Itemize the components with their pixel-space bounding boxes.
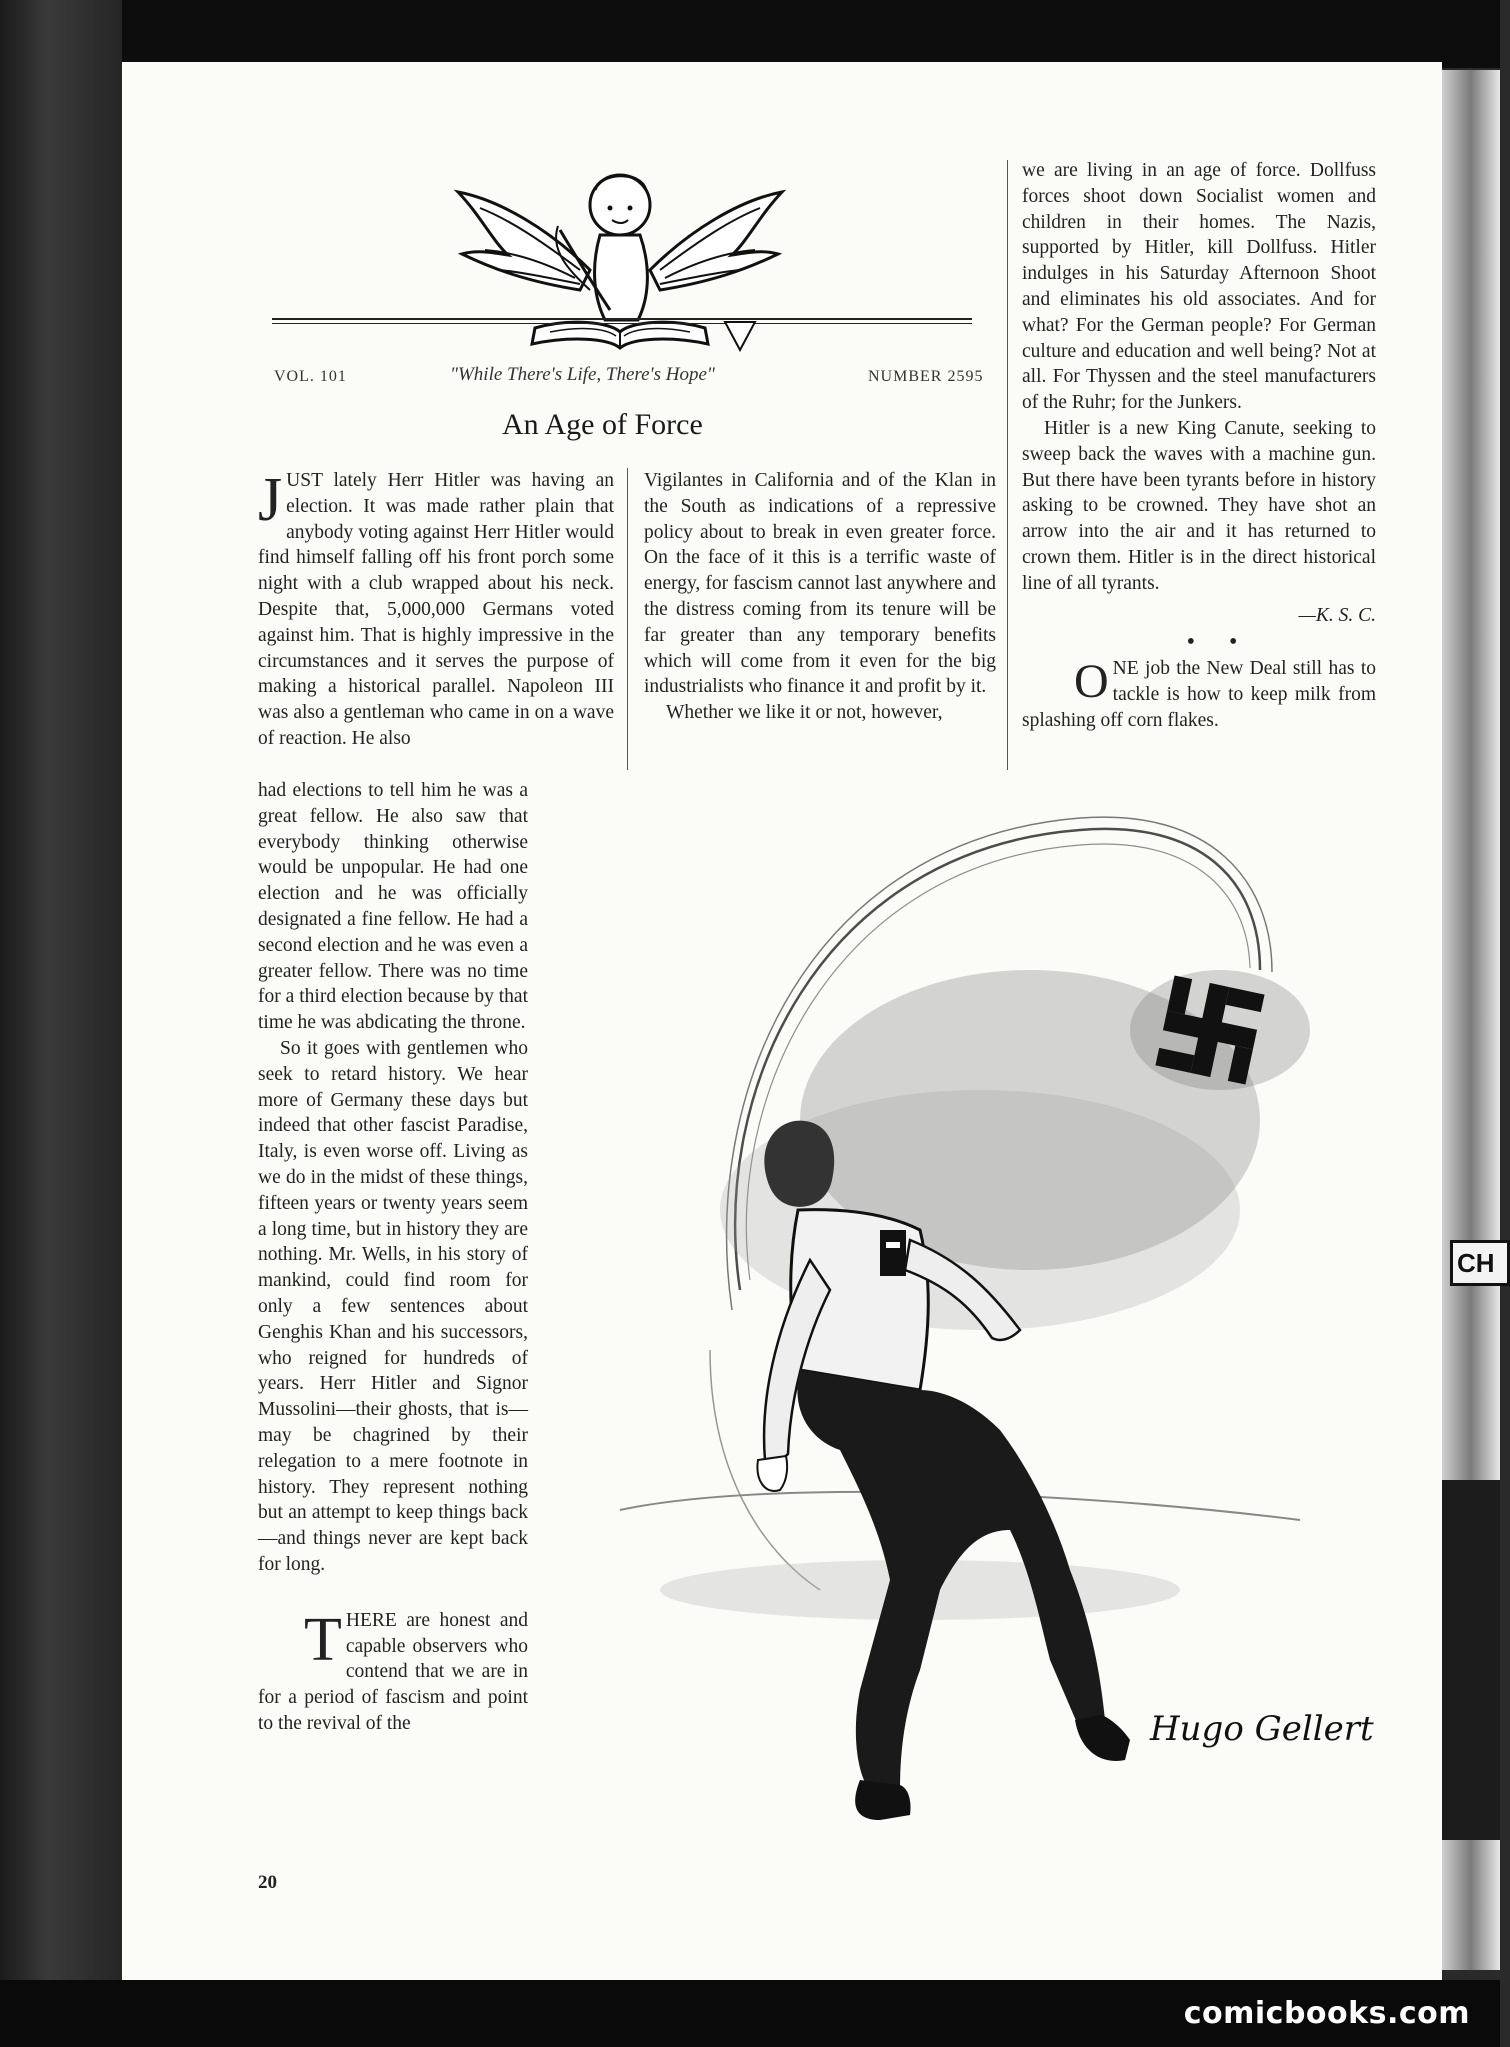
col2-paragraph-2: Whether we like it or not, however,	[666, 702, 943, 724]
masthead-motto: "While There's Life, There's Hope"	[450, 364, 715, 385]
column-3	[1022, 158, 1376, 734]
narrow-column	[258, 778, 528, 1737]
drop-cap-t: T	[304, 1605, 342, 1674]
swastika-symbol	[1155, 975, 1264, 1084]
page-number: 20	[258, 1872, 277, 1893]
col2-paragraph-1: Vigilantes in California and of the Klan in the South as indications of a repressive policy about to break in even greater force. On the face of it this is a terrific waste of energy, for fascism cannot last anywhere and the distress coming from its tenure will be far greater than any temporary benefits which will come from it even for the big industrialists who finance it and profit by it.	[644, 470, 996, 698]
masthead-rule	[272, 318, 972, 324]
scan-top-border	[0, 0, 1500, 68]
section-separator: • •	[1186, 629, 1252, 656]
volume-label: VOL. 101	[274, 368, 347, 385]
col3-paragraph-1: we are living in an age of force. Dollfuss forces shoot down Socialist women and children in their homes. The Nazis, supported by Hitler, kill Dollfuss. Hitler indulges in his Saturday Afternoon Shoot and eliminates his old associates. And for what? For the German people? For German culture and education and well being? Not at all. For Thyssen and the steel manufacturers of the Ruhr; for the Junkers.	[1022, 160, 1376, 414]
narrow-paragraph-3: HERE are honest and capable observers who contend that we are in for a period of fascism and point to the revival of the	[258, 1609, 528, 1734]
column-2	[644, 468, 996, 726]
column-rule-2	[1007, 160, 1008, 770]
col3-paragraph-3: NE job the New Deal still has to tackle is how to keep milk from splashing off corn flakes.	[1022, 658, 1376, 731]
column-rule-1	[627, 468, 628, 770]
narrow-paragraph-2: So it goes with gentlemen who seek to retard history. We hear more of Germany these days but indeed that other fascist Paradise, Italy, is even worse off. Living as we do in the midst of these things, fifteen years or twenty years seem a long time, but in history they are nothing. Mr. Wells, in his story of mankind, could find room for only a few sentences about Genghis Khan and his successors, who reigned for hundreds of years. Herr Hitler and Signor Mussolini—their ghosts, that is—may be chagrined by their relegation to a mere footnote in history. They represent nothing but an attempt to keep things back—and things never are kept back for long.	[258, 1037, 528, 1575]
drop-cap-o: O	[1074, 655, 1109, 709]
adjacent-page-dark-area	[1442, 1480, 1500, 1840]
cartoon-illustration	[560, 790, 1374, 1880]
author-signature: —K. S. C.	[1298, 604, 1376, 626]
site-watermark: comicbooks.com	[1183, 1996, 1470, 2031]
col1-paragraph-1: UST lately Herr Hitler was having an election. It was made rather plain that anybody voting against Herr Hitler would find himself falling off his front porch some night with a club wrapped about his neck. Despite that, 5,000,000 Germans voted against him. That is highly impressive in the circumstances and it serves the purpose of making a historical parallel. Napoleon III was also a gentleman who came in on a wave of reaction. He also	[258, 470, 614, 749]
issue-number: NUMBER 2595	[868, 368, 984, 385]
narrow-paragraph-1: had elections to tell him he was a great fellow. He also saw that everybody thinking otherwise would be unpopular. He had one election and he was officially designated a fine fellow. He had a second election and he was even a greater fellow. There was no time for a third election because by that time he was abdicating the throne.	[258, 780, 528, 1034]
artist-signature: Hugo Gellert	[1150, 1709, 1374, 1749]
article-title: An Age of Force	[502, 408, 703, 441]
col3-paragraph-2: Hitler is a new King Canute, seeking to sweep back the waves with a machine gun. But there have been tyrants before in history asking to be crowned. They have shot an arrow into the air and it has returned to crown them. Hitler is in the direct historical line of all tyrants.	[1022, 417, 1376, 594]
column-1	[258, 468, 614, 752]
masthead-ribbon-tip	[720, 322, 760, 352]
drop-cap-j: J	[258, 466, 283, 534]
scan-left-border	[0, 0, 122, 2047]
adjacent-page-fragment: CH	[1450, 1240, 1510, 1286]
